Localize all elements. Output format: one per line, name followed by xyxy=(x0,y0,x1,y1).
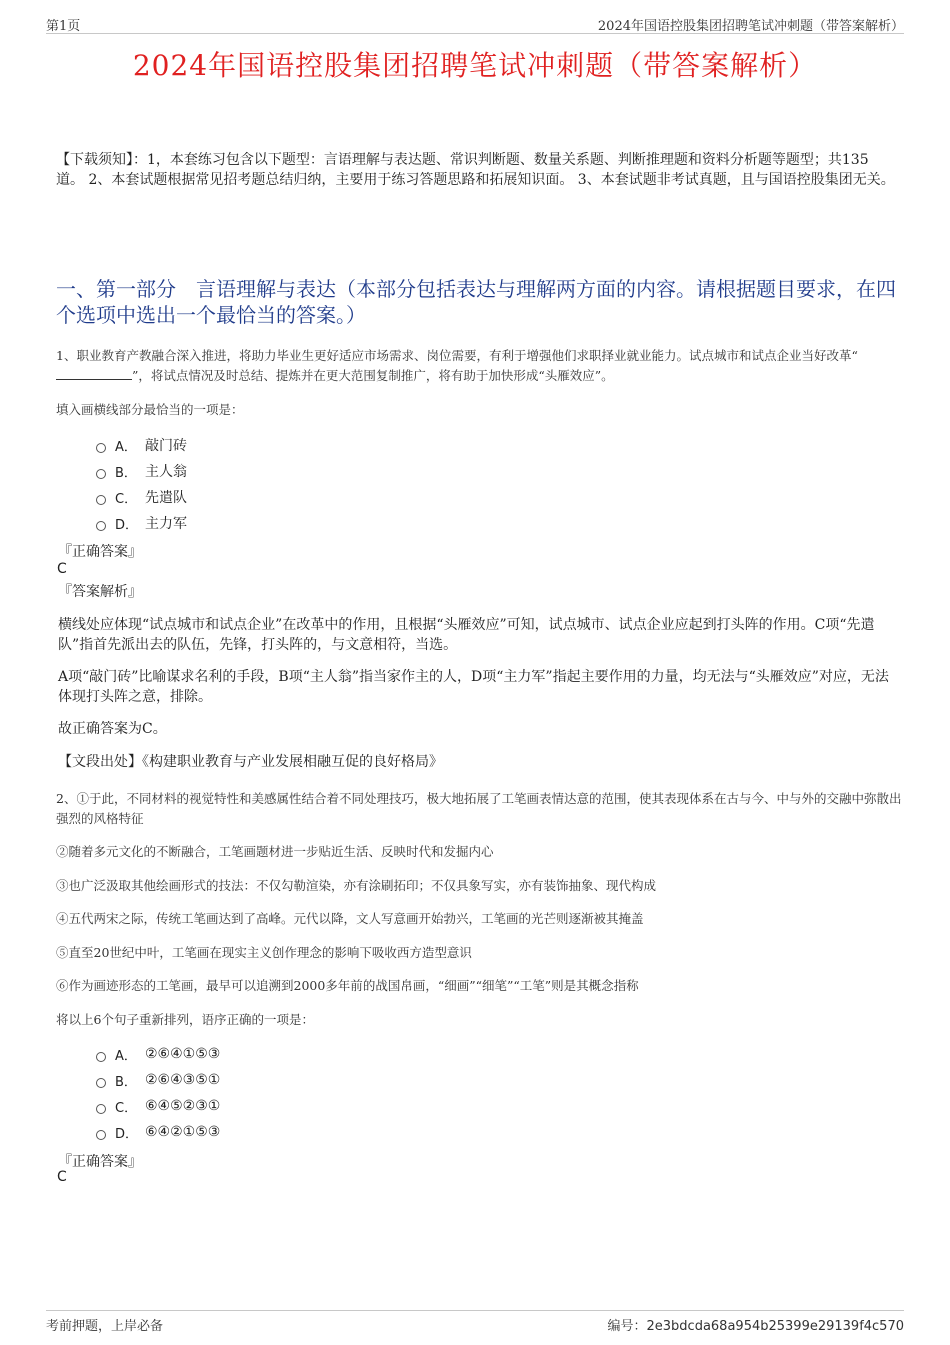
option-letter: C． xyxy=(115,1100,138,1116)
serial-number: 2e3bdcda68a954b25399e29139f4c570 xyxy=(646,1319,904,1334)
option-letter: B． xyxy=(115,1074,137,1090)
footer-serial xyxy=(607,1315,904,1334)
question-1-options xyxy=(96,432,496,536)
question-2-sentence-1: 2、①于此，不同材料的视觉特性和美感属性结合着不同处理技巧，极大地拓展了工笔画表情达意的范围，使其表现体系在古与今、中与外的交融中弥散出强烈的风格特征 xyxy=(56,791,902,826)
section-heading: 一、第一部分 言语理解与表达（本部分包括表达与理解两方面的内容。请根据题目要求，在四个选项中选出一个最恰当的答案。） xyxy=(56,277,896,327)
option-text: 主力军 xyxy=(145,516,187,532)
radio-icon[interactable] xyxy=(96,469,106,479)
page-number: 第1页 xyxy=(46,19,81,34)
question-2-sentence-2: ②随着多元文化的不断融合，工笔画题材进一步贴近生活、反映时代和发掘内心 xyxy=(56,844,494,859)
question-1-option-b[interactable] xyxy=(96,458,496,484)
question-2-prompt: 将以上6个句子重新排列，语序正确的一项是： xyxy=(56,1012,314,1027)
question-1-analysis-paragraph-2: A项“敲门砖”比喻谋求名利的手段，B项“主人翁”指当家作主的人，D项“主力军”指起主要作用的力量，均无法与“头雁效应”对应，无法体现打头阵之意，排除。 xyxy=(58,669,889,705)
question-1-answer: C xyxy=(57,561,67,577)
question-2-option-a[interactable] xyxy=(96,1041,496,1067)
option-text: ②⑥④③⑤① xyxy=(145,1072,221,1088)
question-2-answer: C xyxy=(57,1169,67,1185)
option-letter: B． xyxy=(115,465,137,481)
option-text: 主人翁 xyxy=(145,464,187,480)
question-1-analysis-paragraph-3: 故正确答案为C。 xyxy=(58,721,167,737)
radio-icon[interactable] xyxy=(96,1078,106,1088)
page-header xyxy=(46,13,904,34)
download-notice: 【下载须知】：1，本套练习包含以下题型：言语理解与表达题、常识判断题、数量关系题、判断推理题和资料分析题等题型；共135道。 2、本套试题根据常见招考题总结归纳，主要用于练习答题思路和拓展知识面。 3、本套试题非考试真题，且与国语控股集团无关。 xyxy=(56,152,895,188)
radio-icon[interactable] xyxy=(96,1052,106,1062)
option-letter: D． xyxy=(115,1126,139,1142)
document-title: 2024年国语控股集团招聘笔试冲刺题（带答案解析） xyxy=(132,49,818,82)
question-1-option-d[interactable] xyxy=(96,510,496,536)
question-2-option-b[interactable] xyxy=(96,1067,496,1093)
question-1-stem xyxy=(56,346,906,386)
footer-slogan: 考前押题，上岸必备 xyxy=(46,1319,164,1334)
radio-icon[interactable] xyxy=(96,443,106,453)
option-text: ②⑥④①⑤③ xyxy=(145,1046,221,1062)
option-text: 敲门砖 xyxy=(145,438,187,454)
fill-blank xyxy=(56,367,132,380)
radio-icon[interactable] xyxy=(96,1130,106,1140)
serial-label: 编号： xyxy=(607,1319,647,1334)
question-2-options xyxy=(96,1041,496,1145)
option-letter: D． xyxy=(115,517,139,533)
question-2-answer-label: 『正确答案』 xyxy=(58,1154,142,1170)
radio-icon[interactable] xyxy=(96,521,106,531)
question-2-sentence-5: ⑤直至20世纪中叶，工笔画在现实主义创作理念的影响下吸收西方造型意识 xyxy=(56,945,472,960)
option-letter: A． xyxy=(115,439,137,455)
option-letter: C． xyxy=(115,491,138,507)
question-1-analysis-paragraph-1: 横线处应体现“试点城市和试点企业”在改革中的作用，且根据“头雁效应”可知，试点城市、试点企业应起到打头阵的作用。C项“先遣队”指首先派出去的队伍，先锋，打头阵的，与文意相符，当选。 xyxy=(58,617,875,653)
page-footer xyxy=(46,1310,904,1334)
option-text: 先遣队 xyxy=(145,490,187,506)
option-text: ⑥④②①⑤③ xyxy=(145,1124,221,1140)
question-2-option-d[interactable] xyxy=(96,1119,496,1145)
question-2-option-c[interactable] xyxy=(96,1093,496,1119)
question-1-prompt: 填入画横线部分最恰当的一项是： xyxy=(56,402,244,417)
question-2-sentence-3: ③也广泛汲取其他绘画形式的技法：不仅勾勒渲染，亦有涂刷拓印；不仅具象写实，亦有装饰抽象、现代构成 xyxy=(56,878,657,893)
question-1-option-c[interactable] xyxy=(96,484,496,510)
question-1-analysis-label: 『答案解析』 xyxy=(58,584,142,600)
option-text: ⑥④⑤②③① xyxy=(145,1098,221,1114)
question-1-text-after: ”，将试点情况及时总结、提炼并在更大范围复制推广，将有助于加快形成“头雁效应”。 xyxy=(132,368,614,383)
question-1-source: 【文段出处】《构建职业教育与产业发展相融互促的良好格局》 xyxy=(58,754,443,770)
radio-icon[interactable] xyxy=(96,495,106,505)
question-1-option-a[interactable] xyxy=(96,432,496,458)
radio-icon[interactable] xyxy=(96,1104,106,1114)
question-2-sentence-4: ④五代两宋之际，传统工笔画达到了高峰。元代以降，文人写意画开始勃兴，工笔画的光芒则逐渐被其掩盖 xyxy=(56,911,644,926)
option-letter: A． xyxy=(115,1048,137,1064)
question-1-answer-label: 『正确答案』 xyxy=(58,544,142,560)
header-doc-title: 2024年国语控股集团招聘笔试冲刺题（带答案解析） xyxy=(597,19,904,34)
question-1-text-before: 1、职业教育产教融合深入推进，将助力毕业生更好适应市场需求、岗位需要，有利于增强他们求职择业就业能力。试点城市和试点企业当好改革“ xyxy=(56,348,858,363)
question-2-sentence-6: ⑥作为画迹形态的工笔画，最早可以追溯到2000多年前的战国帛画，“细画”“细笔”“工笔”则是其概念指称 xyxy=(56,978,639,993)
